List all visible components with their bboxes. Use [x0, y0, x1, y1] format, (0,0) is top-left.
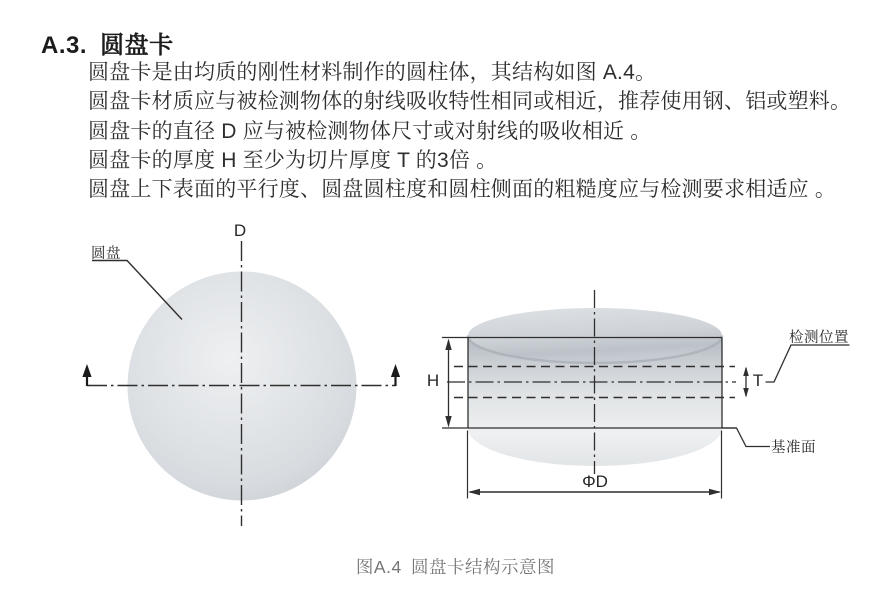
section-heading: A.3. 圆盘卡 — [41, 32, 174, 59]
disc-top-view — [82, 241, 400, 526]
disc-label: 圆盘 — [91, 246, 121, 262]
paragraph: 圆盘卡是由均质的刚性材料制作的圆柱体，其结构如图 A.4。 — [88, 61, 657, 84]
height-dimension — [445, 339, 451, 428]
datum-plane-label: 基准面 — [771, 440, 816, 456]
disc-side-view — [442, 290, 850, 499]
paragraph: 圆盘卡的厚度 H 至少为切片厚度 T 的3倍 。 — [88, 148, 498, 172]
datum-plane-leader — [722, 428, 770, 447]
thickness-t-label: T — [752, 371, 764, 390]
detection-position-leader — [766, 345, 850, 382]
section-arrow-left — [82, 364, 91, 386]
paragraph: 圆盘卡材质应与被检测物体的射线吸收特性相同或相近，推荐使用钢、铝或塑料。 — [88, 90, 852, 114]
axis-d-label: D — [233, 221, 247, 240]
diameter-phi-d-label: ΦD — [582, 472, 608, 491]
thickness-dimension — [743, 367, 749, 398]
height-h-label: H — [426, 371, 440, 390]
detection-position-label: 检测位置 — [789, 330, 849, 346]
paragraph: 圆盘卡的直径 D 应与被检测物体尺寸或对射线的吸收相近 。 — [88, 119, 652, 143]
figure-caption: 图A.4 圆盘卡结构示意图 — [355, 557, 556, 577]
paragraph: 圆盘上下表面的平行度、圆盘圆柱度和圆柱侧面的粗糙度应与检测要求相适应 。 — [88, 178, 837, 202]
section-arrow-right — [391, 364, 400, 386]
